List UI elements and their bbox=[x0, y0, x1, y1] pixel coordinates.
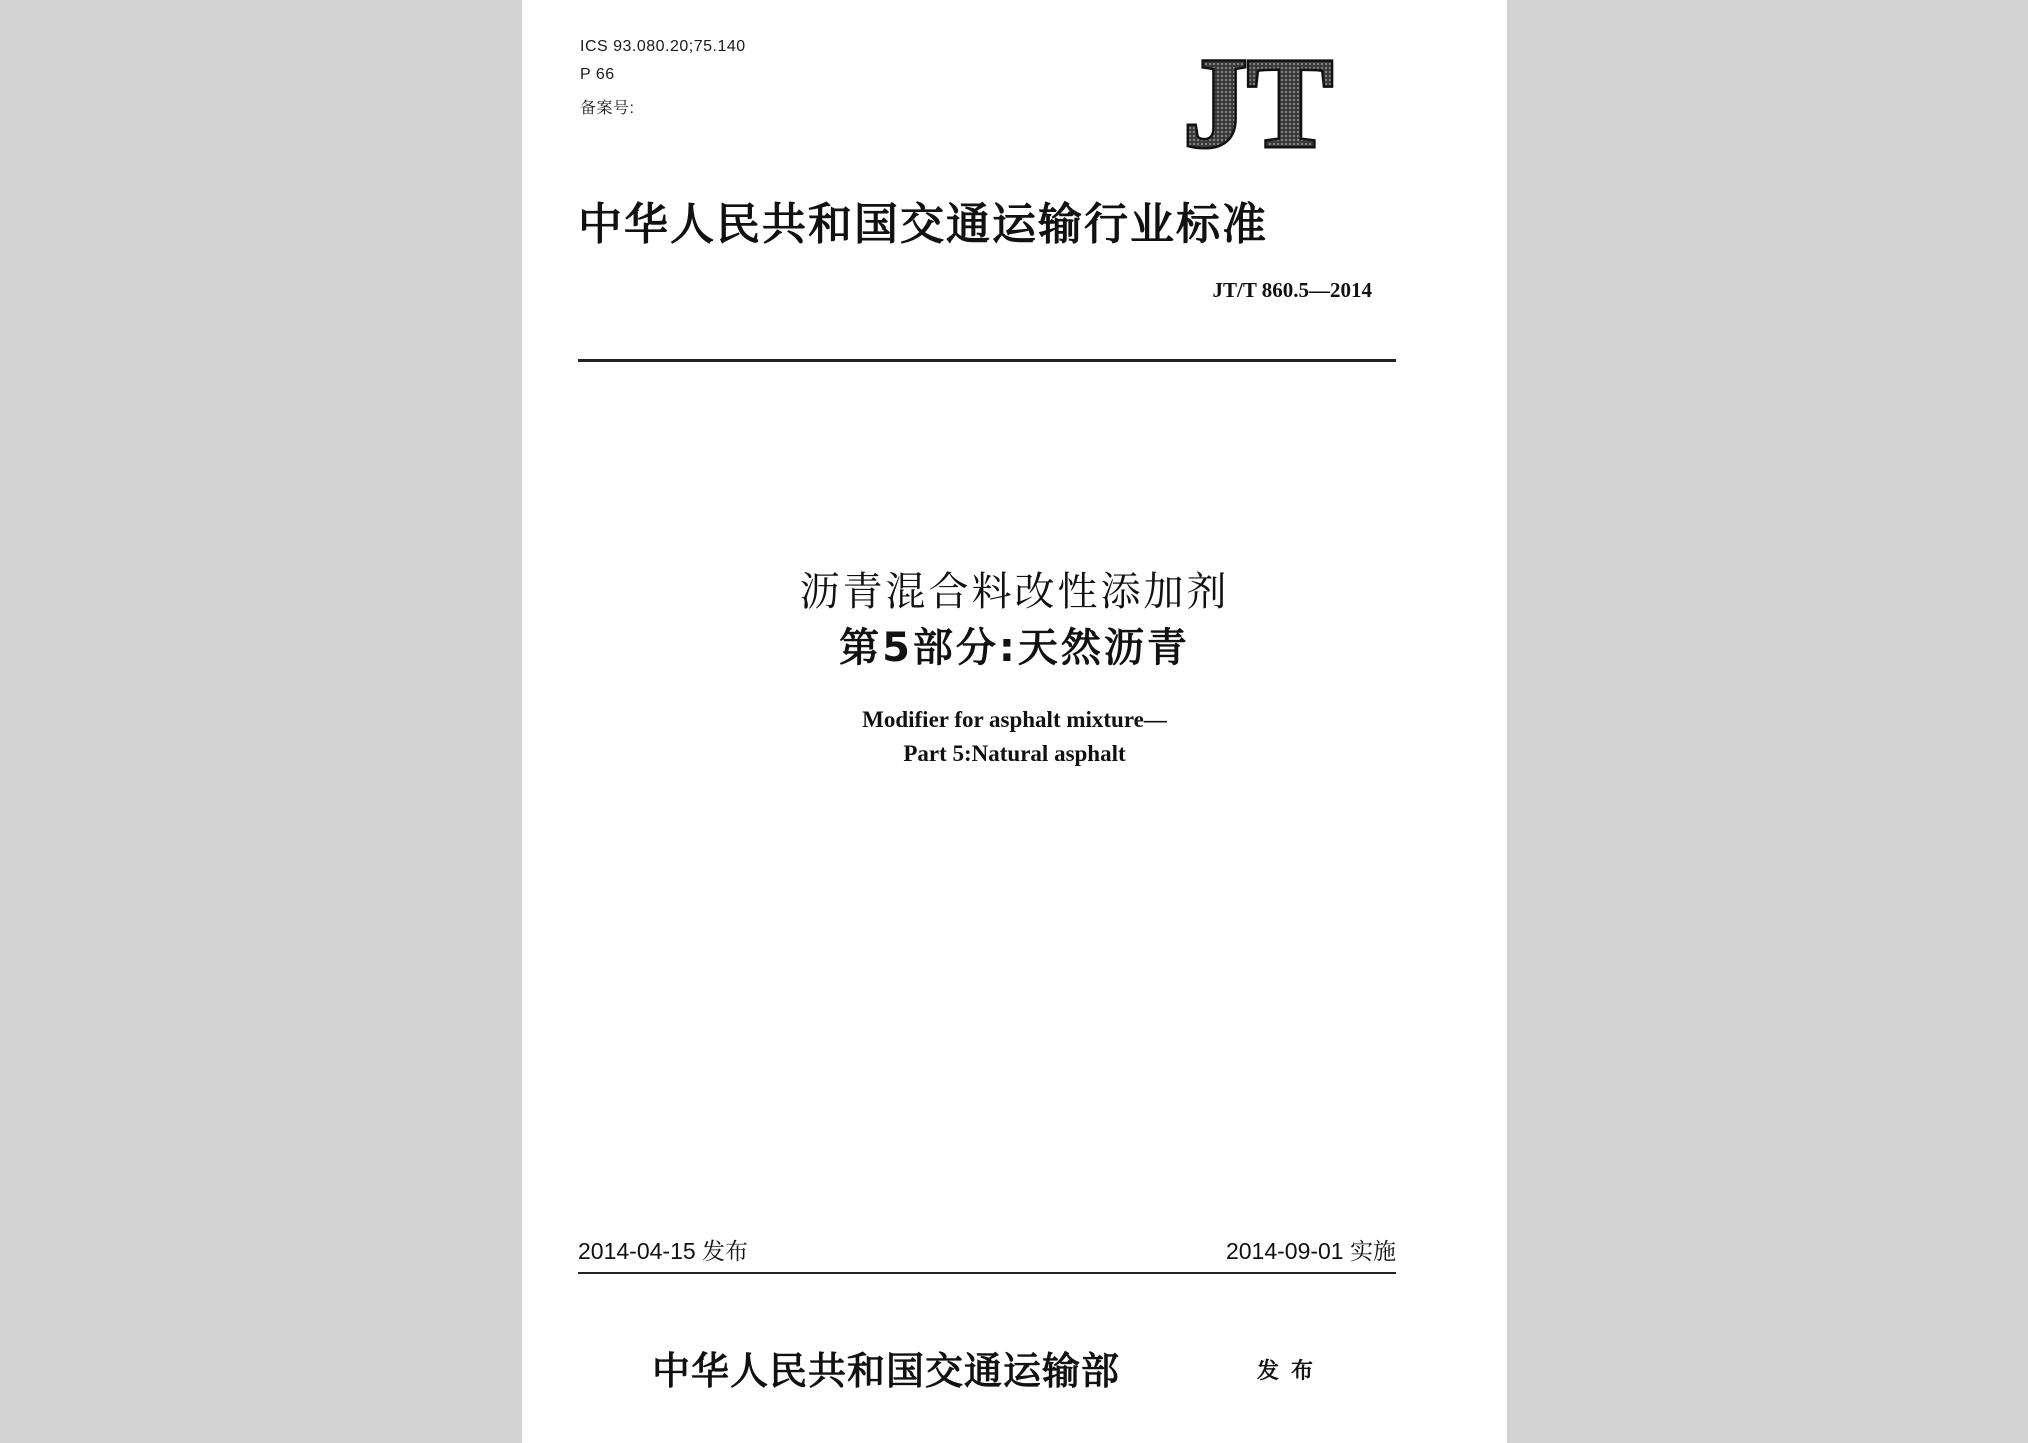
jt-logo bbox=[1148, 42, 1368, 162]
title-cn-line-2: 第5部分:天然沥青 bbox=[839, 625, 1190, 671]
header-divider bbox=[578, 359, 1396, 362]
standard-number: JT/T 860.5—2014 bbox=[1212, 278, 1372, 302]
ics-code: ICS 93.080.20;75.140 bbox=[580, 38, 746, 55]
title-en-line-2: Part 5:Natural asphalt bbox=[903, 741, 1126, 766]
publish-label: 发布 bbox=[1257, 1359, 1326, 1384]
classification-code: P 66 bbox=[580, 66, 615, 83]
footer-divider bbox=[578, 1272, 1396, 1274]
issue-date: 2014-04-15 发布 bbox=[578, 1238, 749, 1264]
jt-logo-text: JT bbox=[1183, 42, 1333, 162]
publisher-name: 中华人民共和国交通运输部 bbox=[652, 1349, 1121, 1393]
record-number-label: 备案号: bbox=[580, 100, 635, 117]
title-en-line-1: Modifier for asphalt mixture— bbox=[862, 707, 1167, 732]
ministry-standard-title: 中华人民共和国交通运输行业标准 bbox=[578, 199, 1268, 250]
title-cn-line-1: 沥青混合料改性添加剂 bbox=[799, 569, 1230, 615]
implementation-date: 2014-09-01 实施 bbox=[1225, 1238, 1396, 1264]
document-page bbox=[522, 0, 1507, 1443]
